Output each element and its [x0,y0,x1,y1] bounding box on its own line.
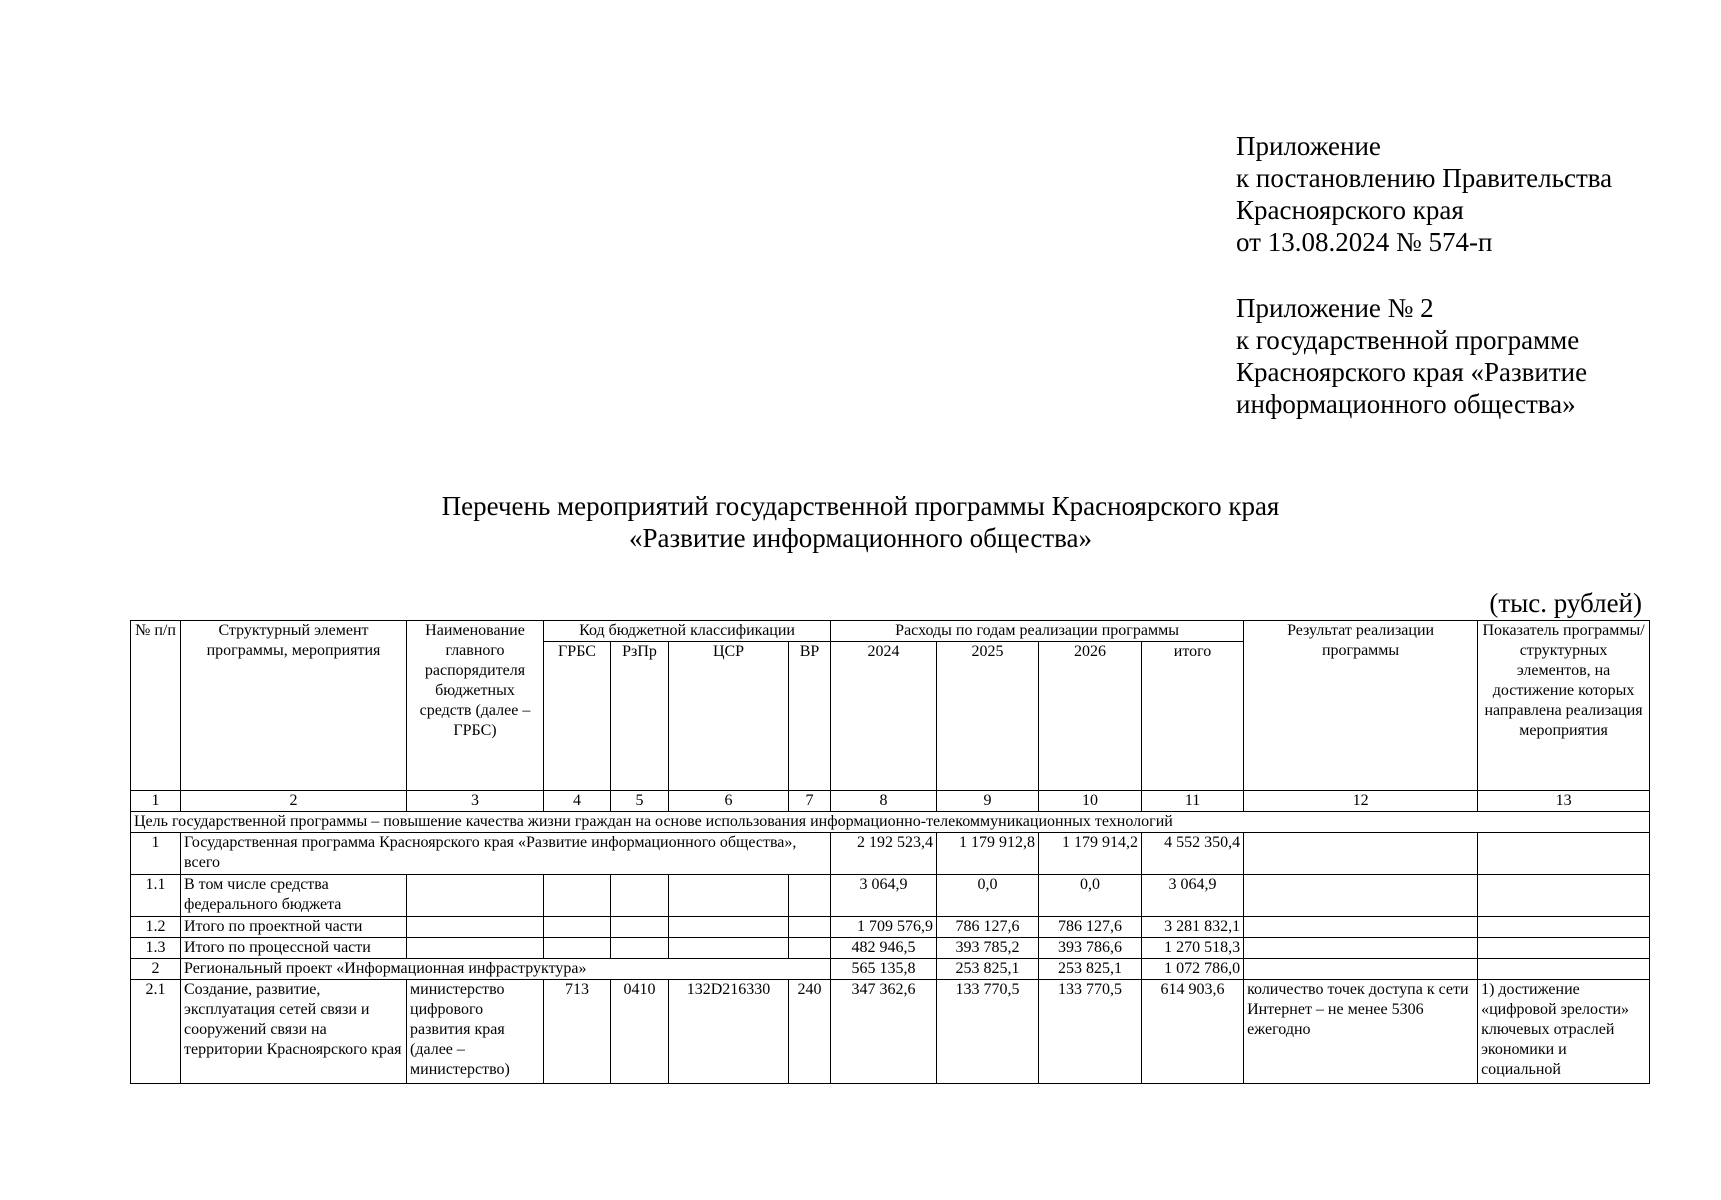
row-grbs [407,917,544,938]
approval-header [1236,130,1676,420]
row-2024: 565 135,8 [831,959,937,980]
header-vr: ВР [789,642,831,791]
row-2024: 347 362,6 [831,980,937,1084]
row-name: В том числе средства федерального бюджета [181,875,407,917]
row-total: 614 903,6 [1142,980,1244,1084]
row-rzpr [611,875,669,917]
column-number: 10 [1039,791,1142,812]
row-grbs-code: 713 [544,980,611,1084]
row-indicator [1478,917,1650,938]
column-number-row [131,791,1650,812]
row-name: Создание, развитие, эксплуатация сетей связи и сооружений связи на территории Красноярского края [181,980,407,1084]
row-2026: 253 825,1 [1039,959,1142,980]
header-total: итого [1142,642,1244,791]
row-no: 1 [131,833,181,875]
row-csr [669,938,789,959]
header-expenses-group: Расходы по годам реализации программы [831,621,1244,642]
table-row [131,833,1650,875]
row-indicator: 1) достижение «цифровой зрелости» ключевых отраслей экономики и социальной [1478,980,1650,1084]
row-result [1244,917,1478,938]
document-title-line1: Перечень мероприятий государственной программы Красноярского края [441,491,1280,521]
row-name: Итого по процессной части [181,938,407,959]
header-2026: 2026 [1039,642,1142,791]
program-goal: Цель государственной программы – повышение качества жизни граждан на основе использования информационно-телекоммуникационных технологий [131,812,1650,833]
row-2025: 393 785,2 [937,938,1039,959]
document-title [0,490,1721,554]
row-2026: 393 786,6 [1039,938,1142,959]
document-title-line2: «Развитие информационного общества» [628,523,1092,553]
column-number: 13 [1478,791,1650,812]
row-vr [789,938,831,959]
row-result [1244,959,1478,980]
row-vr: 240 [789,980,831,1084]
row-name: Региональный проект «Информационная инфраструктура» [181,959,831,980]
header-grbs-code: ГРБС [544,642,611,791]
column-number: 12 [1244,791,1478,812]
row-rzpr [611,917,669,938]
column-number: 2 [181,791,407,812]
row-csr [669,917,789,938]
appendix-line: Приложение № 2 [1236,293,1434,323]
row-csr: 132D216330 [669,980,789,1084]
header-grbs: Наименование главного распорядителя бюджетных средств (далее – ГРБС) [407,621,544,791]
row-grbs-code [544,938,611,959]
row-indicator [1478,833,1650,875]
row-grbs: министерство цифрового развития края (далее – министерство) [407,980,544,1084]
row-2025: 0,0 [937,875,1039,917]
column-number: 6 [669,791,789,812]
row-result [1244,938,1478,959]
table-row [131,980,1650,1084]
row-2026: 0,0 [1039,875,1142,917]
row-total: 1 072 786,0 [1142,959,1244,980]
row-2026: 786 127,6 [1039,917,1142,938]
row-vr [789,875,831,917]
row-result: количество точек доступа к сети Интернет – не менее 5306 ежегодно [1244,980,1478,1084]
row-2025: 1 179 912,8 [937,833,1039,875]
row-grbs-code [544,875,611,917]
header-rzpr: РзПр [611,642,669,791]
row-no: 1.2 [131,917,181,938]
header-no: № п/п [131,621,181,791]
column-number: 4 [544,791,611,812]
header-2024: 2024 [831,642,937,791]
row-total: 4 552 350,4 [1142,833,1244,875]
column-number: 7 [789,791,831,812]
units-label: (тыс. рублей) [1489,588,1642,618]
row-grbs-code [544,917,611,938]
row-total: 3 281 832,1 [1142,917,1244,938]
approval-line: Приложение [1236,131,1381,161]
approval-line: Красноярского края [1236,195,1464,225]
column-number: 3 [407,791,544,812]
row-total: 1 270 518,3 [1142,938,1244,959]
row-2025: 786 127,6 [937,917,1039,938]
row-2026: 1 179 914,2 [1039,833,1142,875]
table-row [131,875,1650,917]
row-indicator [1478,875,1650,917]
appendix-line: Красноярского края «Развитие [1236,357,1588,387]
header-element: Структурный элемент программы, мероприятия [181,621,407,791]
header-row [131,621,1650,642]
row-2024: 3 064,9 [831,875,937,917]
header-indicator: Показатель программы/ структурных элементов, на достижение которых направлена реализация мероприятия [1478,621,1650,791]
column-number: 9 [937,791,1039,812]
header-code-group: Код бюджетной классификации [544,621,831,642]
header-csr: ЦСР [669,642,789,791]
row-no: 1.3 [131,938,181,959]
row-result [1244,875,1478,917]
appendix-line: к государственной программе [1236,325,1580,355]
goal-row [131,812,1650,833]
table-row [131,938,1650,959]
row-grbs [407,938,544,959]
approval-line: от 13.08.2024 № 574-п [1236,227,1493,257]
row-csr [669,875,789,917]
column-number: 1 [131,791,181,812]
row-no: 1.1 [131,875,181,917]
row-2025: 253 825,1 [937,959,1039,980]
row-2024: 482 946,5 [831,938,937,959]
row-2024: 1 709 576,9 [831,917,937,938]
approval-line: к постановлению Правительства [1236,163,1613,193]
row-result [1244,833,1478,875]
table-row [131,959,1650,980]
row-vr [789,917,831,938]
appendix-line: информационного общества» [1236,389,1576,419]
row-indicator [1478,959,1650,980]
measures-table [130,620,1650,1084]
row-rzpr: 0410 [611,980,669,1084]
row-2025: 133 770,5 [937,980,1039,1084]
header-2025: 2025 [937,642,1039,791]
column-number: 11 [1142,791,1244,812]
row-no: 2 [131,959,181,980]
row-rzpr [611,938,669,959]
row-no: 2.1 [131,980,181,1084]
row-grbs [407,875,544,917]
row-indicator [1478,938,1650,959]
row-2024: 2 192 523,4 [831,833,937,875]
row-total: 3 064,9 [1142,875,1244,917]
row-name: Итого по проектной части [181,917,407,938]
column-number: 8 [831,791,937,812]
column-number: 5 [611,791,669,812]
row-name: Государственная программа Красноярского края «Развитие информационного общества», всего [181,833,831,875]
table-row [131,917,1650,938]
header-result: Результат реализации программы [1244,621,1478,791]
row-2026: 133 770,5 [1039,980,1142,1084]
